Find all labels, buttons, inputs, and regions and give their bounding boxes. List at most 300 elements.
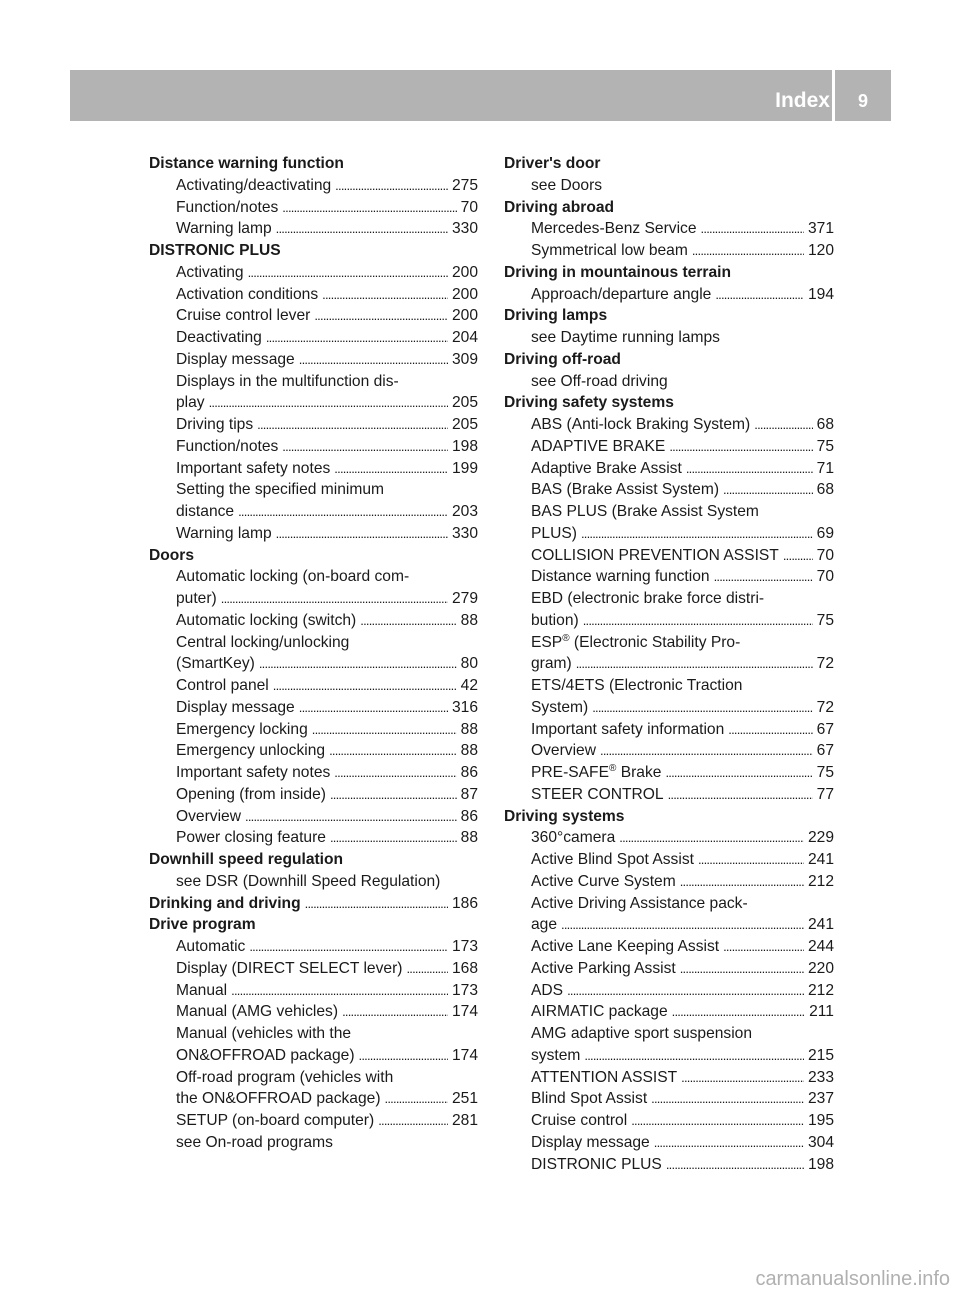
entry-text: Display message	[531, 1133, 650, 1151]
index-heading	[504, 153, 834, 175]
page-ref: 281	[451, 1112, 478, 1129]
dot-leader	[669, 436, 812, 458]
watermark: carmanualsonline.info	[755, 1268, 950, 1290]
entry-text: Active Parking Assist	[531, 959, 676, 977]
index-subentry	[149, 1132, 478, 1154]
index-subentry	[149, 740, 478, 762]
section-title: Index	[775, 89, 830, 112]
dot-leader	[654, 1132, 804, 1154]
dot-leader	[359, 1045, 448, 1067]
index-subentry	[504, 719, 834, 741]
entry-text: Automatic	[176, 938, 246, 955]
page-ref: 67	[816, 720, 834, 738]
index-subentry	[504, 632, 834, 654]
entry-text: Driving in mountainous terrain	[504, 263, 731, 281]
entry-text: DISTRONIC PLUS	[149, 242, 281, 259]
index-subentry	[149, 371, 478, 393]
index-subentry	[149, 458, 478, 480]
entry-text: Active Driving Assistance pack-	[531, 894, 748, 912]
index-subentry	[504, 588, 834, 610]
dot-leader	[668, 784, 813, 806]
index-subentry	[504, 980, 834, 1002]
page-ref: 88	[460, 720, 478, 738]
index-subentry	[149, 175, 478, 197]
entry-text: Drinking and driving	[149, 894, 301, 912]
entry-text: Active Blind Spot Assist	[531, 851, 694, 868]
page-ref: 194	[807, 285, 834, 303]
index-subentry	[504, 827, 834, 849]
index-subentry	[149, 566, 478, 588]
entry-text: Off-road program (vehicles with	[176, 1068, 394, 1086]
entry-text: Emergency locking	[176, 720, 308, 738]
dot-leader	[672, 1001, 805, 1023]
entry-text: Warning lamp	[176, 220, 272, 238]
dot-leader	[680, 871, 804, 893]
index-subentry	[149, 501, 478, 523]
entry-text: PRE-SAFE® Brake	[531, 763, 662, 781]
page-ref: 198	[451, 437, 478, 455]
entry-text: Driving systems	[504, 807, 625, 825]
index-subentry	[504, 893, 834, 915]
entry-text: Blind Spot Assist	[531, 1090, 648, 1108]
dot-leader	[378, 1110, 448, 1132]
dot-leader	[728, 719, 812, 741]
index-subentry	[504, 327, 834, 349]
entry-text: COLLISION PREVENTION ASSIST	[531, 546, 779, 564]
page-ref: 203	[451, 503, 478, 520]
dot-leader	[305, 893, 448, 915]
index-subentry	[504, 284, 834, 306]
entry-text: Display (DIRECT SELECT lever)	[176, 959, 403, 977]
page-ref: 70	[816, 568, 834, 586]
page-ref: 200	[451, 307, 478, 325]
dot-leader	[245, 806, 457, 828]
entry-text: Activating/deactivating	[176, 176, 332, 194]
entry-text: Driving lamps	[504, 307, 608, 325]
dot-leader	[681, 1067, 804, 1089]
index-subentry	[504, 218, 834, 240]
index-subentry	[149, 936, 478, 958]
page-ref: 174	[451, 1046, 478, 1064]
dot-leader	[322, 284, 448, 306]
registered-mark: ®	[608, 763, 617, 774]
page-ref: 371	[807, 220, 834, 238]
entry-text: Active Curve System	[531, 872, 676, 890]
index-subentry	[149, 1067, 478, 1089]
entry-text: Cruise control lever	[176, 307, 311, 325]
dot-leader	[231, 980, 448, 1002]
entry-text: gram)	[531, 655, 572, 673]
page-ref: 205	[451, 416, 478, 433]
index-subentry	[149, 1088, 478, 1110]
page-ref: 174	[451, 1003, 478, 1021]
page-ref: 168	[451, 959, 478, 977]
page-ref: 200	[451, 263, 478, 281]
entry-text: Setting the specified minimum	[176, 481, 385, 499]
dot-leader	[257, 414, 448, 436]
page-ref: 304	[807, 1133, 834, 1151]
entry-text: Approach/departure angle	[531, 285, 712, 303]
dot-leader	[715, 284, 804, 306]
page-ref: 241	[807, 916, 834, 934]
index-subentry	[504, 175, 834, 197]
index-subentry	[149, 1023, 478, 1045]
page-ref: 237	[807, 1090, 834, 1108]
dot-leader	[259, 653, 457, 675]
index-subentry	[149, 610, 478, 632]
page-ref: 173	[451, 938, 478, 955]
page-ref: 212	[807, 981, 834, 999]
dot-leader	[567, 980, 804, 1002]
entry-text: see Off-road driving	[531, 372, 668, 390]
page-ref: 69	[816, 524, 834, 542]
page-ref: 86	[460, 807, 478, 825]
index-subentry	[149, 675, 478, 697]
index-subentry	[504, 1045, 834, 1067]
entry-text: Overview	[176, 807, 241, 825]
page-ref: 75	[816, 764, 834, 781]
entry-text: Emergency unlocking	[176, 742, 326, 760]
index-subentry	[504, 479, 834, 501]
dot-leader	[754, 414, 812, 436]
index-subentry	[149, 1001, 478, 1023]
dot-leader	[249, 936, 448, 958]
entry-text: BAS PLUS (Brake Assist System	[531, 503, 759, 520]
page-ref: 68	[816, 416, 834, 433]
dot-leader	[329, 740, 457, 762]
dot-leader	[276, 218, 448, 240]
entry-text: Symmetrical low beam	[531, 242, 688, 259]
index-subentry	[149, 262, 478, 284]
index-subentry	[149, 762, 478, 784]
entry-text: System)	[531, 698, 589, 716]
index-subentry	[149, 392, 478, 414]
page-ref: 241	[807, 851, 834, 868]
page-ref: 212	[807, 872, 834, 890]
index-subentry	[504, 414, 834, 436]
entry-text: Distance warning function	[149, 155, 344, 172]
index-subentry	[504, 1023, 834, 1045]
index-subentry	[504, 240, 834, 262]
entry-text: ON&OFFROAD package)	[176, 1046, 355, 1064]
page-ref: 120	[807, 242, 834, 259]
page-ref: 67	[816, 742, 834, 760]
index-subentry	[149, 653, 478, 675]
page-ref: 80	[460, 655, 478, 673]
index-subentry	[504, 545, 834, 567]
entry-text: STEER CONTROL	[531, 785, 664, 803]
entry-text: Active Lane Keeping Assist	[531, 938, 720, 955]
entry-text: ETS/4ETS (Electronic Traction	[531, 677, 743, 694]
dot-leader	[330, 827, 457, 849]
index-subentry	[149, 1110, 478, 1132]
entry-text: Driving safety systems	[504, 394, 674, 412]
index-subentry	[504, 1154, 834, 1176]
entry-text: Mercedes-Benz Service	[531, 220, 697, 238]
entry-text: BAS (Brake Assist System)	[531, 481, 720, 499]
entry-text: Doors	[149, 546, 195, 564]
entry-text: age	[531, 916, 558, 934]
dot-leader	[314, 305, 448, 327]
index-subentry	[149, 588, 478, 610]
page-ref: 244	[807, 938, 834, 955]
entry-text: Function/notes	[176, 198, 279, 216]
dot-leader	[592, 697, 812, 719]
dot-leader	[282, 436, 448, 458]
index-heading	[504, 197, 834, 219]
entry-text: 360°camera	[531, 829, 616, 847]
dot-leader	[561, 914, 804, 936]
dot-leader	[342, 1001, 448, 1023]
entry-text: ADAPTIVE BRAKE	[531, 437, 666, 455]
index-heading	[149, 914, 478, 936]
dot-leader	[584, 1045, 804, 1067]
page-ref: 77	[816, 785, 834, 803]
entry-text: Display message	[176, 350, 295, 368]
index-heading	[149, 240, 478, 262]
page-ref: 173	[451, 981, 478, 999]
index-subentry	[149, 305, 478, 327]
entry-text: see DSR (Downhill Speed Regulation)	[176, 872, 441, 890]
entry-text: Driving abroad	[504, 198, 615, 216]
index-subentry	[149, 806, 478, 828]
dot-leader	[576, 653, 813, 675]
entry-text: see Doors	[531, 176, 603, 194]
dot-leader	[686, 458, 813, 480]
page-ref: 251	[451, 1090, 478, 1108]
index-subentry	[149, 327, 478, 349]
entry-text: Control panel	[176, 677, 269, 694]
index-subentry	[149, 436, 478, 458]
page-ref: 186	[451, 894, 478, 912]
index-subentry	[149, 719, 478, 741]
dot-leader	[698, 849, 804, 871]
entry-text: Driver's door	[504, 155, 601, 172]
dot-leader	[583, 610, 813, 632]
page-ref: 87	[460, 785, 478, 803]
entry-text: DISTRONIC PLUS	[531, 1155, 662, 1173]
index-subentry	[149, 1045, 478, 1067]
index-subentry	[149, 827, 478, 849]
page-ref: 200	[451, 285, 478, 303]
page-ref: 75	[816, 611, 834, 629]
entry-text: distance	[176, 503, 235, 520]
entry-text: Display message	[176, 698, 295, 716]
entry-text: Drive program	[149, 916, 256, 934]
index-column-left	[149, 153, 478, 1154]
dot-leader	[651, 1088, 804, 1110]
dot-leader	[330, 784, 457, 806]
dot-leader	[299, 349, 448, 371]
entry-text: AMG adaptive sport suspension	[531, 1025, 753, 1042]
dot-leader	[334, 458, 448, 480]
index-subentry	[504, 1088, 834, 1110]
entry-text: Warning lamp	[176, 524, 272, 542]
entry-text: the ON&OFFROAD package)	[176, 1090, 381, 1108]
entry-text: Manual (AMG vehicles)	[176, 1003, 339, 1021]
dot-leader	[266, 327, 448, 349]
index-column-right	[504, 153, 834, 1175]
index-subentry	[149, 479, 478, 501]
page-ref: 75	[816, 437, 834, 455]
index-heading	[149, 893, 478, 915]
dot-leader	[665, 762, 812, 784]
page-ref: 195	[807, 1112, 834, 1129]
page-ref: 229	[807, 829, 834, 847]
page-ref: 215	[807, 1046, 834, 1064]
entry-text: AIRMATIC package	[531, 1003, 668, 1021]
index-subentry	[504, 610, 834, 632]
dot-leader	[631, 1110, 804, 1132]
entry-text: Function/notes	[176, 437, 279, 455]
page-ref: 205	[451, 394, 478, 412]
index-subentry	[504, 871, 834, 893]
entry-text: play	[176, 394, 205, 412]
dot-leader	[334, 762, 456, 784]
entry-text: ESP® (Electronic Stability Pro-	[531, 632, 741, 651]
entry-text: Adaptive Brake Assist	[531, 459, 682, 477]
dot-leader	[238, 501, 448, 523]
page-ref: 309	[451, 350, 478, 368]
index-subentry	[149, 632, 478, 654]
page-ref: 70	[460, 198, 478, 216]
page-ref: 275	[451, 176, 478, 194]
page-ref: 279	[451, 590, 478, 607]
dot-leader	[406, 958, 448, 980]
index-subentry	[504, 501, 834, 523]
dot-leader	[723, 936, 804, 958]
entry-text: Central locking/unlocking	[176, 633, 350, 651]
entry-text: bution)	[531, 611, 579, 629]
entry-text: Overview	[531, 742, 596, 760]
index-subentry	[504, 936, 834, 958]
entry-text: Opening (from inside)	[176, 785, 326, 803]
index-subentry	[149, 349, 478, 371]
entry-text: Driving off-road	[504, 350, 621, 368]
index-subentry	[504, 371, 834, 393]
page-number: 9	[857, 91, 868, 111]
index-heading	[149, 545, 478, 567]
entry-text: Activating	[176, 263, 244, 281]
entry-text: EBD (electronic brake force distri-	[531, 590, 765, 607]
index-subentry	[504, 1001, 834, 1023]
index-subentry	[504, 523, 834, 545]
index-subentry	[149, 414, 478, 436]
dot-leader	[282, 197, 456, 219]
dot-leader	[680, 958, 804, 980]
index-subentry	[504, 784, 834, 806]
page-ref: 199	[451, 459, 478, 477]
page-ref: 330	[451, 220, 478, 238]
page-ref: 72	[816, 698, 834, 716]
page-ref: 211	[809, 1003, 834, 1021]
index-subentry	[504, 740, 834, 762]
page-ref: 204	[451, 329, 478, 346]
dot-leader	[209, 392, 448, 414]
entry-text: Deactivating	[176, 329, 262, 346]
index-subentry	[149, 958, 478, 980]
entry-text: see On-road programs	[176, 1133, 333, 1151]
index-heading	[149, 153, 478, 175]
index-subentry	[504, 849, 834, 871]
index-subentry	[504, 566, 834, 588]
dot-leader	[385, 1088, 448, 1110]
index-subentry	[504, 436, 834, 458]
entry-text: see Daytime running lamps	[531, 329, 720, 346]
entry-text: ADS	[531, 981, 564, 999]
dot-leader	[701, 218, 804, 240]
dot-leader	[248, 262, 448, 284]
dot-leader	[273, 675, 457, 697]
page-ref: 68	[816, 481, 834, 499]
registered-mark: ®	[562, 632, 570, 644]
index-heading	[504, 392, 834, 414]
page-ref: 220	[807, 959, 834, 977]
dot-leader	[723, 479, 813, 501]
entry-text: Manual	[176, 981, 228, 999]
entry-text: (SmartKey)	[176, 655, 255, 673]
page-ref: 198	[807, 1155, 834, 1173]
index-subentry	[504, 1132, 834, 1154]
entry-text: Important safety information	[531, 720, 725, 738]
dot-leader	[221, 588, 448, 610]
index-heading	[504, 262, 834, 284]
dot-leader	[299, 697, 448, 719]
index-subentry	[504, 697, 834, 719]
index-subentry	[504, 762, 834, 784]
page-ref: 71	[816, 459, 834, 477]
dot-leader	[783, 545, 813, 567]
dot-leader	[276, 523, 448, 545]
entry-text: Driving tips	[176, 416, 254, 433]
dot-leader	[581, 523, 813, 545]
index-heading	[504, 349, 834, 371]
entry-text: Automatic locking (switch)	[176, 611, 357, 629]
page-ref: 88	[460, 742, 478, 760]
entry-text: Automatic locking (on-board com-	[176, 568, 410, 586]
entry-text: Important safety notes	[176, 459, 331, 477]
dot-leader	[360, 610, 456, 632]
page-ref: 86	[460, 764, 478, 781]
dot-leader	[692, 240, 804, 262]
index-subentry	[149, 697, 478, 719]
dot-leader	[619, 827, 804, 849]
index-subentry	[149, 197, 478, 219]
entry-text: Downhill speed regulation	[149, 851, 344, 868]
page-ref: 88	[460, 611, 478, 629]
entry-text: ABS (Anti-lock Braking System)	[531, 416, 751, 433]
index-subentry	[149, 980, 478, 1002]
entry-text: system	[531, 1046, 581, 1064]
entry-text: SETUP (on-board computer)	[176, 1112, 375, 1129]
index-subentry	[149, 523, 478, 545]
index-heading	[504, 305, 834, 327]
entry-text: Activation conditions	[176, 285, 319, 303]
dot-leader	[666, 1154, 804, 1176]
entry-text: Important safety notes	[176, 764, 331, 781]
entry-text: PLUS)	[531, 524, 577, 542]
index-subentry	[149, 218, 478, 240]
index-subentry	[504, 914, 834, 936]
index-subentry	[149, 284, 478, 306]
page-ref: 70	[816, 546, 834, 564]
dot-leader	[335, 175, 448, 197]
entry-text: puter)	[176, 590, 217, 607]
entry-text: Manual (vehicles with the	[176, 1025, 352, 1042]
index-heading	[504, 806, 834, 828]
index-heading	[149, 849, 478, 871]
index-subentry	[504, 653, 834, 675]
